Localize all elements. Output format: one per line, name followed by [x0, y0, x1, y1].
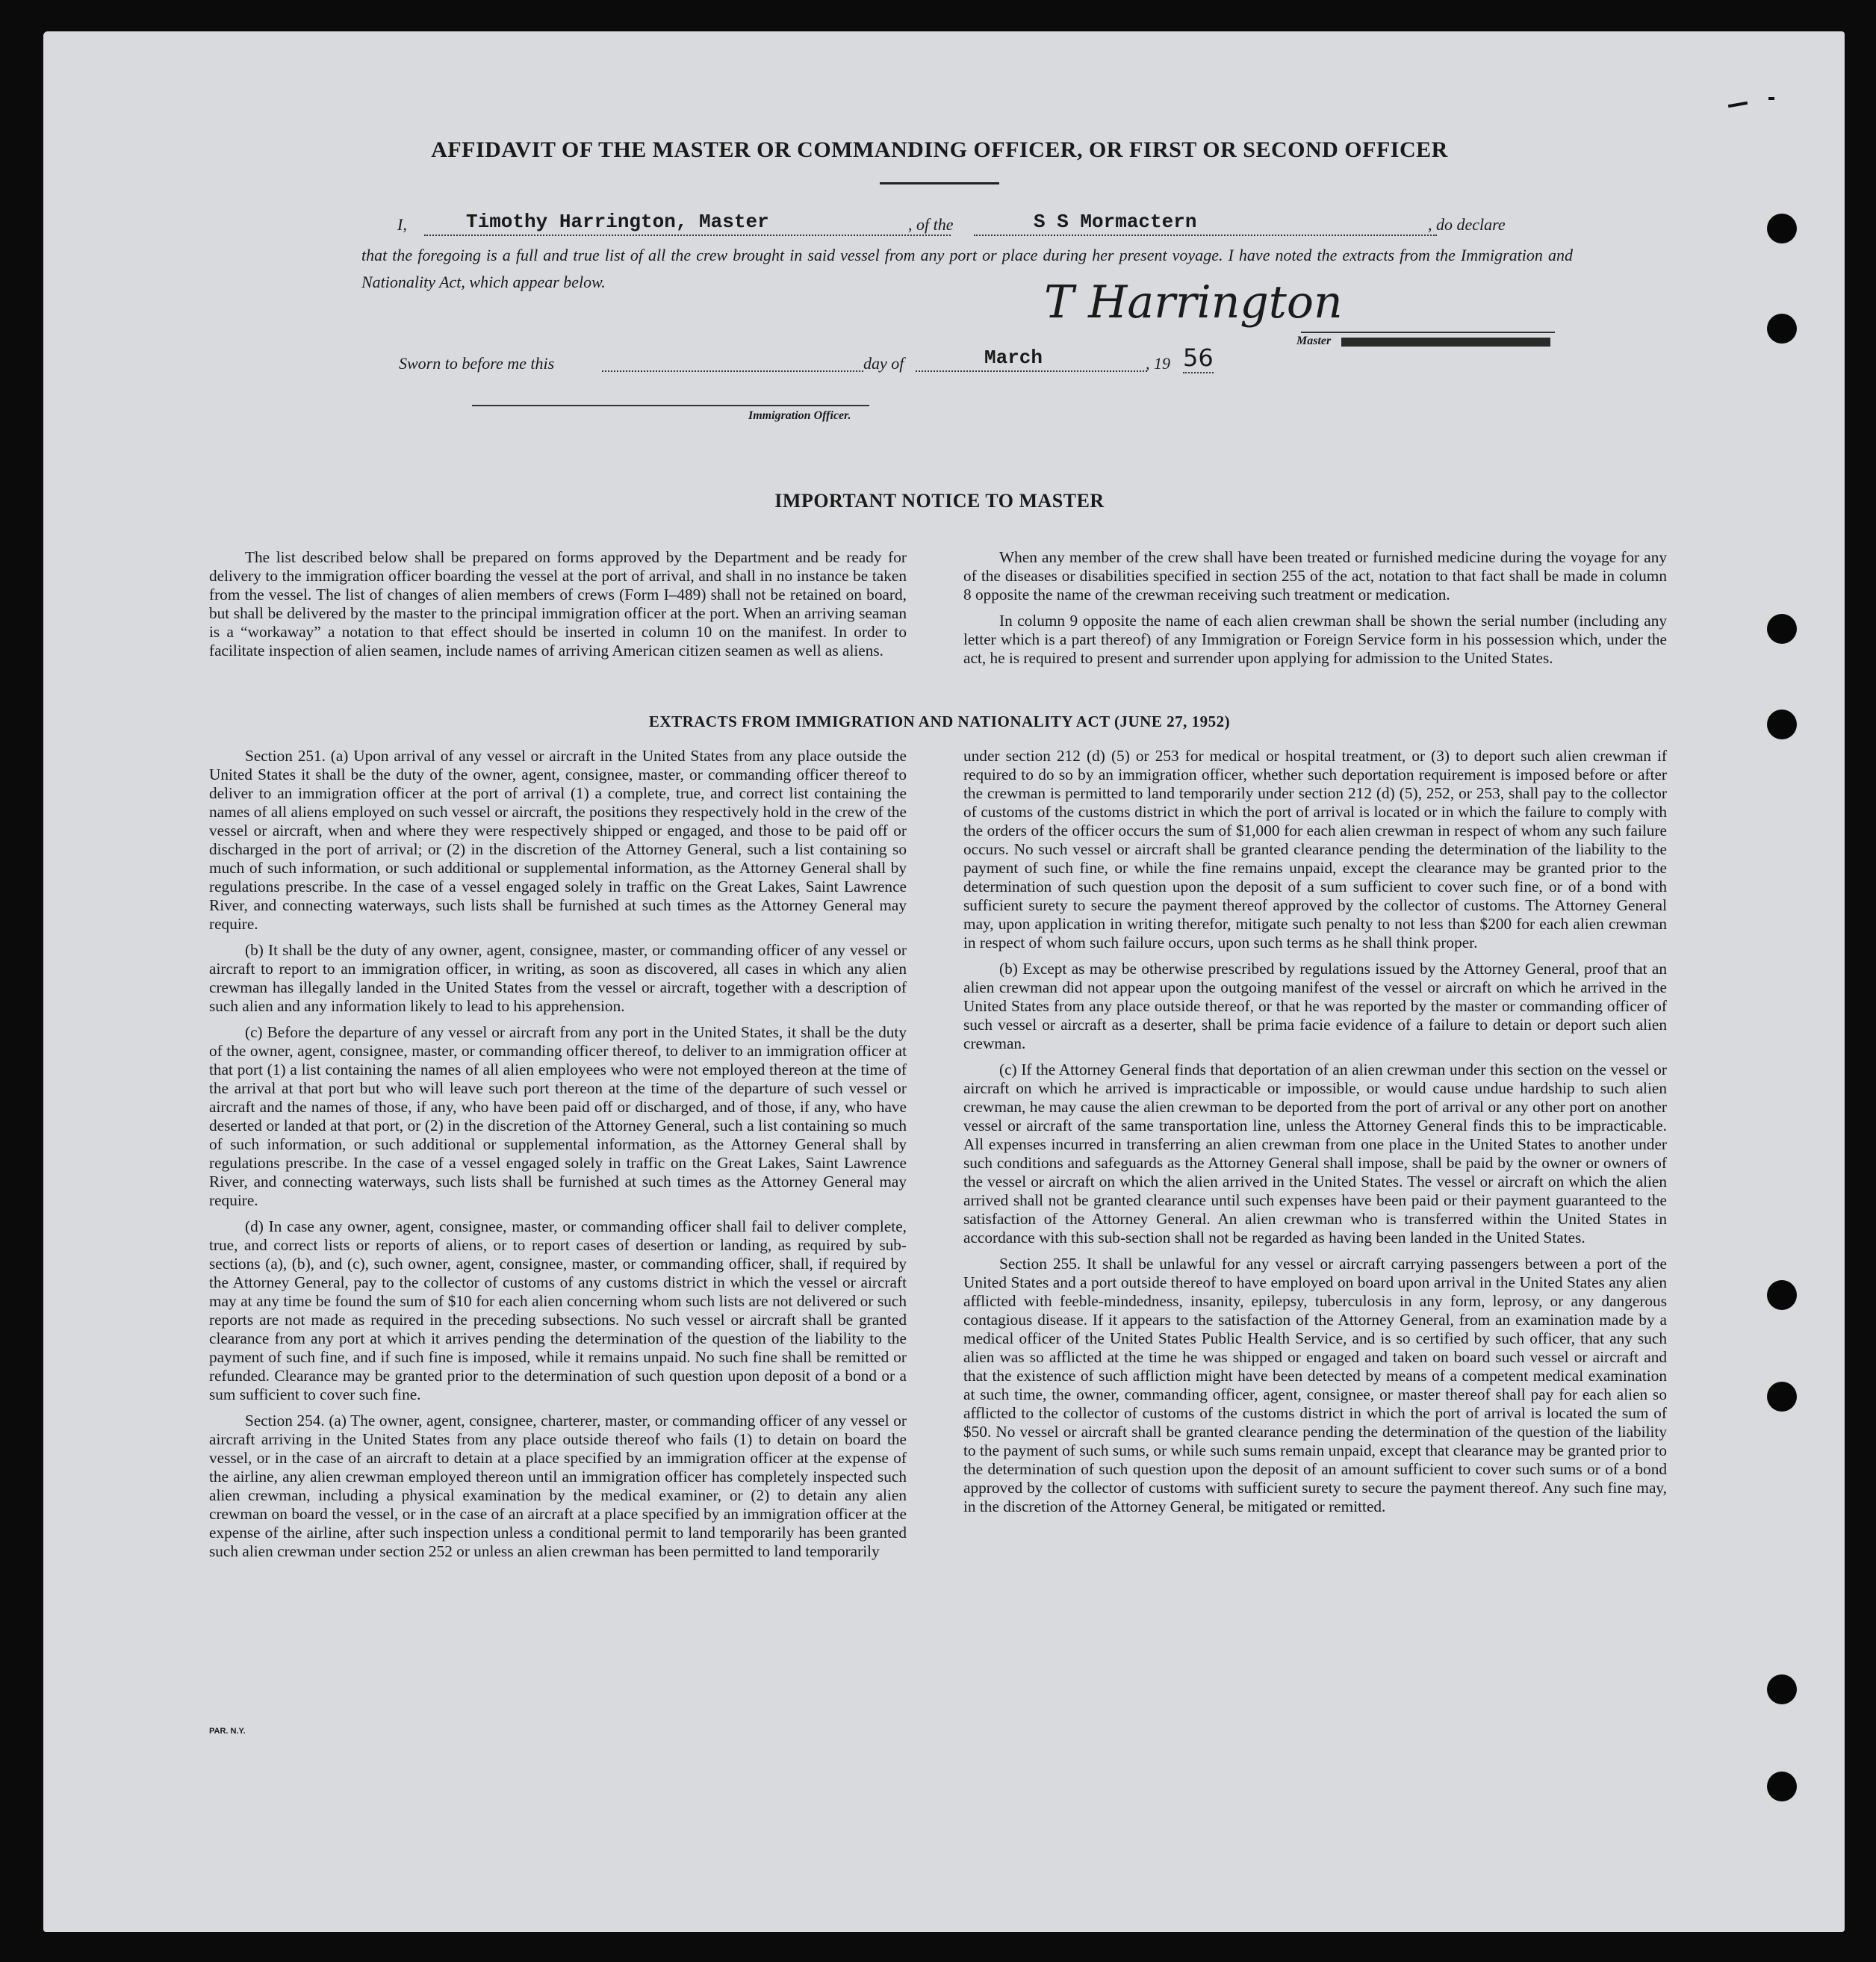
printer-mark: PAR. N.Y. — [209, 1727, 246, 1736]
extracts-title: EXTRACTS FROM IMMIGRATION AND NATIONALITY ACT (JUNE 27, 1952) — [648, 713, 1231, 730]
section-254b: (b) Except as may be otherwise prescribed by regulations issued by the Attorney General, proof that an alien crewman did not appear upon the outgoing manifest of the vessel or aircraft on which he arrived in the United States from any place outside thereof, or that he was reported by the master or commanding officer of such vessel or aircraft as a deserter, shall be prima facie evidence of a failure to detain or deport such alien crewman. — [963, 960, 1667, 1052]
punch-hole — [1767, 1772, 1797, 1801]
affidavit-title: AFFIDAVIT OF THE MASTER OR COMMANDING OFFICER, OR FIRST OR SECOND OFFICER — [431, 137, 1448, 162]
extracts-left-column — [209, 747, 907, 1568]
speck-mark — [1728, 102, 1748, 108]
punch-hole — [1767, 314, 1797, 344]
document-page — [43, 31, 1845, 1932]
name-value: Timothy Harrington, Master — [466, 211, 769, 233]
punch-hole — [1767, 710, 1797, 739]
section-251b: (b) It shall be the duty of any owner, agent, consignee, master, or commanding officer of any vessel or aircraft to report to an immigration officer, in writing, as soon as discovered, all cases in which any alien crewman has illegally landed in the United States from the vessel or aircraft, together with a description of such alien and any information likely to lead to his apprehension. — [209, 941, 907, 1015]
section-254a-continued: under section 212 (d) (5) or 253 for medical or hospital treatment, or (3) to deport such alien crewman if required to do so by an immigration officer, whether such deportation requirement is imposed before or after the crewman is permitted to land temporarily under section 212 (d) (5), 252, or 253, shall pay to the collector of customs of the customs district in which the port of arrival is located or in which the failure to comply with the orders of the officer occurs the sum of $1,000 for each alien crewman in respect of whom any such failure occurs. No such vessel or aircraft shall be granted clearance pending the determination of the liability to the payment of such fine, or while the fine remains unpaid, except the clearance may be granted prior to the determination of such question upon the deposit of a sum sufficient to cover such fine, or of a bond with sufficient surety to secure the payment thereof approved by the collector of customs. The Attorney General may, upon application in writing therefor, mitigate such penalty to not less than $200 for each alien crewman in respect of whom such failure occurs, upon such terms as he shall think proper. — [963, 747, 1667, 951]
i-label: I, — [397, 215, 407, 234]
of-the-label: , of the — [908, 215, 954, 234]
punch-hole — [1767, 214, 1797, 243]
notice-right-p2: In column 9 opposite the name of each alien crewman shall be shown the serial number (including any letter which is a part thereof) of any Immigration or Foreign Service form in his possession which, under the act, he is required to present and surrender upon applying for admission to the United States. — [963, 612, 1667, 667]
section-251c: (c) Before the departure of any vessel or aircraft from any port in the United States, it shall be the duty of the owner, agent, consignee, master, or commanding officer thereof, to deliver to an immigration officer at that port (1) a list containing the names of all alien employees who were not employed thereon at the time of the arrival at that port but who will leave such port thereon at the time of the departure of such vessel or aircraft and the names of those, if any, who have been paid off or discharged, and of those, if any, who have deserted or landed at that port, or (2) in the discretion of the Attorney General, such a list containing so much of such information, or such additional or supplemental information, as the Attorney General shall by regulations prescribe. In the case of a vessel engaged solely in traffic on the Great Lakes, Saint Lawrence River, and connecting waterways, such lists shall be furnished at such times as the Attorney General may require. — [209, 1023, 907, 1209]
officer-label: Immigration Officer. — [748, 409, 851, 422]
master-signature: T Harrington — [1044, 276, 1343, 329]
struck-out-text — [1341, 338, 1550, 347]
officer-line — [472, 405, 869, 406]
sworn-label: Sworn to before me this — [399, 354, 555, 373]
year-prefix: , 19 — [1146, 354, 1170, 373]
signature-line — [1301, 332, 1555, 333]
section-251a: Section 251. (a) Upon arrival of any vessel or aircraft in the United States from any place outside the United States it shall be the duty of the owner, agent, consignee, master, or commanding officer thereof to deliver to an immigration officer at the port of arrival (1) a complete, true, and correct list containing the names of all aliens employed on such vessel or aircraft, the positions they respectively hold in the crew of the vessel or aircraft, when and where they were respectively shipped or engaged, and those to be paid off or discharged in the port of arrival; or (2) in the discretion of the Attorney General, such a list containing so much of such information, or such additional or supplemental information, as the Attorney General shall by regulations prescribe. In the case of a vessel engaged solely in traffic on the Great Lakes, Saint Lawrence River, and connecting waterways, such lists shall be furnished at such times as the Attorney General may require. — [209, 747, 907, 933]
punch-hole — [1767, 1280, 1797, 1310]
punch-hole — [1767, 1382, 1797, 1412]
declaration-text: that the foregoing is a full and true list of all the crew brought in said vessel from any port or place during her present voyage. I have noted the extracts from the Immigration and Nationality Act, which appear below. — [361, 246, 1573, 291]
section-251d: (d) In case any owner, agent, consignee, master, or commanding officer shall fail to deliver complete, true, and correct lists or reports of aliens, or to report cases of desertion or landing, as required by sub-sections (a), (b), and (c), such owner, agent, consignee, master, or commanding officer, shall, if required by the Attorney General, pay to the collector of customs of any customs district in which the vessel or aircraft may at any time be found the sum of $10 for each alien concerning whom such lists are not delivered or such reports are not made as required in the preceding subsections. No such vessel or aircraft shall be granted clearance from any port at which it arrives pending the determination of the question of the liability to the payment of such fine, and if such fine is imposed, while it remains unpaid. No such fine shall be remitted or refunded. Clearance may be granted prior to the determination of such question upon deposit of a bond or a sum sufficient to cover such fine. — [209, 1217, 907, 1403]
punch-hole — [1767, 1674, 1797, 1704]
speck-mark — [1768, 97, 1774, 100]
year-value: 56 — [1183, 344, 1214, 372]
notice-left-column — [209, 548, 907, 668]
notice-left-text: The list described below shall be prepared on forms approved by the Department and be ready for delivery to the immigration officer boarding the vessel at the port of arrival, and shall in no instance be taken from the vessel. The list of changes of alien members of crews (Form I–489) shall not be retained on board, but shall be delivered by the master to the principal immigration officer at the port. When an arriving seaman is a “workaway” a notation to that effect should be inserted in column 10 on the manifest. In order to facilitate inspection of alien seamen, include names of arriving American citizen seamen as well as aliens. — [209, 548, 907, 659]
vessel-field — [974, 211, 1437, 236]
master-label: Master — [1296, 335, 1332, 347]
notice-right-p1: When any member of the crew shall have been treated or furnished medicine during the voyage for any of the diseases or disabilities specified in section 255 of the act, notation to that fact shall be made in column 8 opposite the name of the crewman receiving such treatment or medication. — [963, 548, 1667, 603]
day-of-label: day of — [863, 354, 904, 373]
title-rule — [880, 182, 999, 184]
punch-hole — [1767, 614, 1797, 644]
section-254a: Section 254. (a) The owner, agent, consignee, charterer, master, or commanding officer of any vessel or aircraft arriving in the United States from any place outside thereof who fails (1) to detain on board the vessel, or in the case of an aircraft to detain at a place specified by an immigration officer at the expense of the airline, any alien crewman employed thereon until an immigration officer has completely inspected such alien crewman, including a physical examination by the medical examiner, or (2) to detain any alien crewman on board the vessel, or in the case of an aircraft at a place specified by an immigration officer at the expense of the airline, after such inspection unless a conditional permit to land temporarily has been granted such alien crewman under section 252 or unless an alien crewman has been permitted to land temporarily — [209, 1412, 907, 1560]
name-field — [424, 211, 951, 236]
day-field — [602, 369, 863, 372]
notice-right-column — [963, 548, 1667, 675]
month-field — [916, 347, 1147, 372]
do-declare-label: , do declare — [1428, 215, 1506, 234]
vessel-value: S S Mormactern — [1034, 211, 1197, 233]
month-value: March — [984, 347, 1043, 369]
section-254c: (c) If the Attorney General finds that deportation of an alien crewman under this section on the vessel or aircraft on which he arrived is impracticable or impossible, or would cause undue hardship to such alien crewman, he may cause the alien crewman to be deported from the port of arrival or any other port on another vessel or aircraft of the same transportation line, unless the Attorney General finds this to be impracticable. All expenses incurred in transferring an alien crewman from one place in the United States to another under such conditions and safeguards as the Attorney General shall impose, shall be paid by the owner or owners of the vessel or aircraft on which the alien arrived in the United States. The vessel or aircraft on which the alien arrived shall not be granted clearance until such expenses have been paid or their payment guaranteed to the satisfaction of the Attorney General. An alien crewman who is transferred within the United States in accordance with this sub-section shall not be regarded as having been landed in the United States. — [963, 1061, 1667, 1247]
section-255: Section 255. It shall be unlawful for any vessel or aircraft carrying passengers between a port of the United States and a port outside thereof to have employed on board upon arrival in the United States any alien afflicted with feeble-mindedness, insanity, epilepsy, tuberculosis in any form, leprosy, or any dangerous contagious disease. If it appears to the satisfaction of the Attorney General, from an examination made by a medical officer of the United States Public Health Service, and is so certified by such officer, that any such alien was so afflicted at the time he was shipped or engaged and taken on board such vessel or aircraft and that the existence of such affliction might have been detected by means of a competent medical examination at such time, the owner, commanding officer, agent, consignee, or master thereof shall pay for each alien so afflicted to the collector of customs of the customs district in which the port of arrival is located the sum of $50. No vessel or aircraft shall be granted clearance pending the determination of the question of the liability to the payment of such sums, or while such sums remain unpaid, except that clearance may be granted prior to the determination of such question upon the deposit of an amount sufficient to cover such sums or of a bond approved by the collector of customs with sufficient surety to secure the payment thereof. Any such fine may, in the discretion of the Attorney General, be mitigated or remitted. — [963, 1255, 1667, 1515]
extracts-right-column — [963, 747, 1667, 1524]
notice-title: IMPORTANT NOTICE TO MASTER — [774, 490, 1105, 512]
